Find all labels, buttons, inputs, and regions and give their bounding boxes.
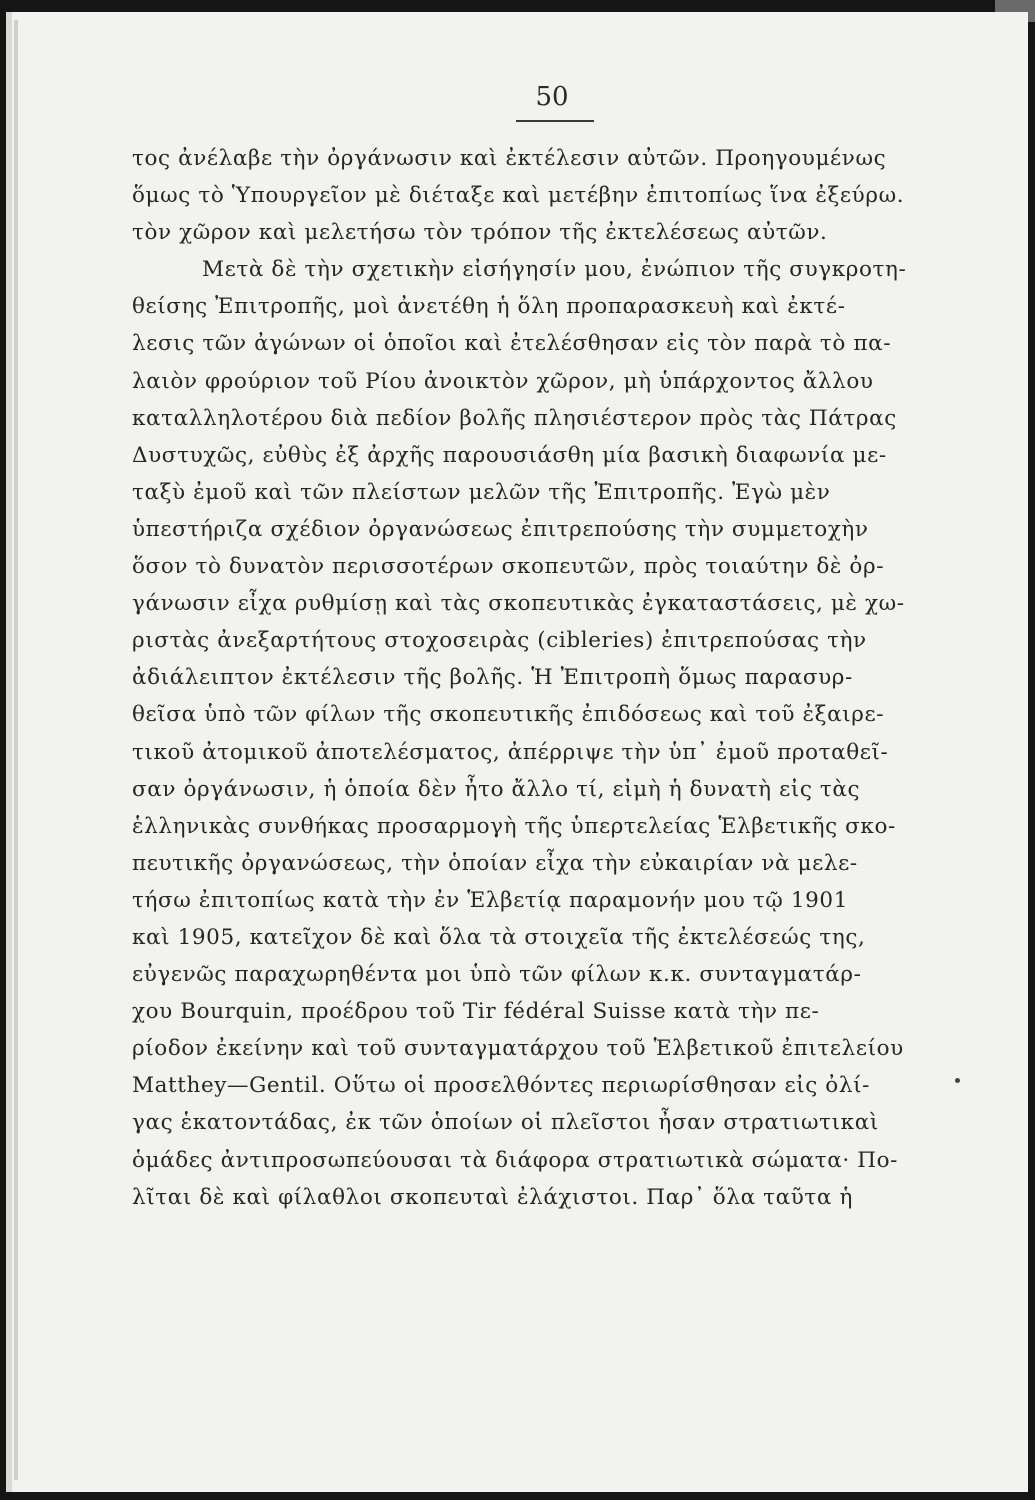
text-line: τήσω ἐπιτοπίως κατὰ τὴν ἐν Ἑλβετίᾳ παραμονήν μου τῷ 1901 [132, 887, 848, 913]
stray-ink-dot [955, 1078, 960, 1083]
text-line: ριστὰς ἀνεξαρτήτους στοχοσειρὰς (cibleries) ἐπιτρεπούσας τὴν [132, 628, 867, 654]
text-line: ἑλληνικὰς συνθήκας προσαρμογὴ τῆς ὑπερτελείας Ἑλβετικῆς σκο- [132, 813, 896, 839]
text-line: Matthey—Gentil. Οὕτω οἱ προσελθόντες περιωρίσθησαν εἰς ὀλί- [132, 1073, 870, 1099]
text-line: σαν ὀργάνωσιν, ἡ ὁποία δὲν ἦτο ἄλλο τί, εἰμὴ ἡ δυνατὴ εἰς τὰς [132, 776, 861, 802]
text-line: γας ἑκατοντάδας, ἐκ τῶν ὁποίων οἱ πλεῖστοι ἦσαν στρατιωτικαὶ [132, 1110, 879, 1136]
text-line: Δυστυχῶς, εὐθὺς ἐξ ἀρχῆς παρουσιάσθη μία βασικὴ διαφωνία με- [132, 442, 887, 468]
text-line: γάνωσιν εἶχα ρυθμίσῃ καὶ τὰς σκοπευτικὰς ἐγκαταστάσεις, μὲ χω- [132, 591, 905, 617]
text-line: τικοῦ ἀτομικοῦ ἀποτελέσματος, ἀπέρριψε τὴν ὑπ᾿ ἐμοῦ προταθεῖ- [132, 739, 889, 765]
text-line: ὁμάδες ἀντιπροσωπεύουσαι τὰ διάφορα στρατιωτικὰ σώματα· Πο- [132, 1147, 899, 1173]
body-text [132, 140, 962, 1216]
page-binding-edge [14, 20, 18, 1480]
text-line: λεσις τῶν ἀγώνων οἱ ὁποῖοι καὶ ἐτελέσθησαν εἰς τὸν παρὰ τὸ πα- [132, 331, 892, 357]
text-line: λαιὸν φρούριον τοῦ Ρίου ἀνοικτὸν χῶρον, μὴ ὑπάρχοντος ἄλλου [132, 368, 874, 394]
text-line: ταξὺ ἐμοῦ καὶ τῶν πλείστων μελῶν τῆς Ἐπιτροπῆς. Ἐγὼ μὲν [132, 479, 831, 505]
text-line: ὅσον τὸ δυνατὸν περισσοτέρων σκοπευτῶν, πρὸς τοιαύτην δὲ ὀρ- [132, 554, 885, 580]
text-line: θεῖσα ὑπὸ τῶν φίλων τῆς σκοπευτικῆς ἐπιδόσεως καὶ τοῦ ἐξαιρε- [132, 702, 885, 728]
page-number-underline [516, 120, 594, 122]
text-line: καταλληλοτέρου διὰ πεδίον βολῆς πλησιέστερον πρὸς τὰς Πάτρας [132, 405, 897, 431]
text-line: τος ἀνέλαβε τὴν ὀργάνωσιν καὶ ἐκτέλεσιν αὐτῶν. Προηγουμένως [132, 146, 887, 171]
text-line: πευτικῆς ὀργανώσεως, τὴν ὁποίαν εἶχα τὴν εὐκαιρίαν νὰ μελε- [132, 850, 858, 876]
text-line: ρίοδον ἐκείνην καὶ τοῦ συνταγματάρχου τοῦ Ἑλβετικοῦ ἐπιτελείου [132, 1036, 904, 1062]
text-line: λῖται δὲ καὶ φίλαθλοι σκοπευταὶ ἐλάχιστοι. Παρ᾿ ὅλα ταῦτα ἡ [132, 1184, 853, 1210]
text-line: ἀδιάλειπτον ἐκτέλεσιν τῆς βολῆς. Ἡ Ἐπιτροπὴ ὅμως παρασυρ- [132, 665, 853, 691]
text-line: εὐγενῶς παραχωρηθέντα μοι ὑπὸ τῶν φίλων κ.κ. συνταγματάρ- [132, 962, 862, 988]
text-line: ὑπεστήριζα σχέδιον ὀργανώσεως ἐπιτρεπούσης τὴν συμμετοχὴν [132, 516, 869, 542]
paragraph-start-line: Μετὰ δὲ τὴν σχετικὴν εἰσήγησίν μου, ἐνώπιον τῆς συγκροτη- [202, 257, 907, 283]
text-line: τὸν χῶρον καὶ μελετήσω τὸν τρόπον τῆς ἐκτελέσεως αὐτῶν. [132, 220, 828, 246]
text-line: ὅμως τὸ Ὑπουργεῖον μὲ διέταξε καὶ μετέβην ἐπιτοπίως ἵνα ἐξεύρω. [132, 183, 905, 209]
text-line: θείσης Ἐπιτροπῆς, μοὶ ἀνετέθη ἡ ὅλη προπαρασκευὴ καὶ ἐκτέ- [132, 294, 846, 320]
text-line: καὶ 1905, κατεῖχον δὲ καὶ ὅλα τὰ στοιχεῖα τῆς ἐκτελέσεώς της, [132, 924, 866, 950]
page-number: 50 [535, 82, 569, 112]
text-line: χου Bourquin, προέδρου τοῦ Tir fédéral Suisse κατὰ τὴν πε- [132, 999, 820, 1025]
